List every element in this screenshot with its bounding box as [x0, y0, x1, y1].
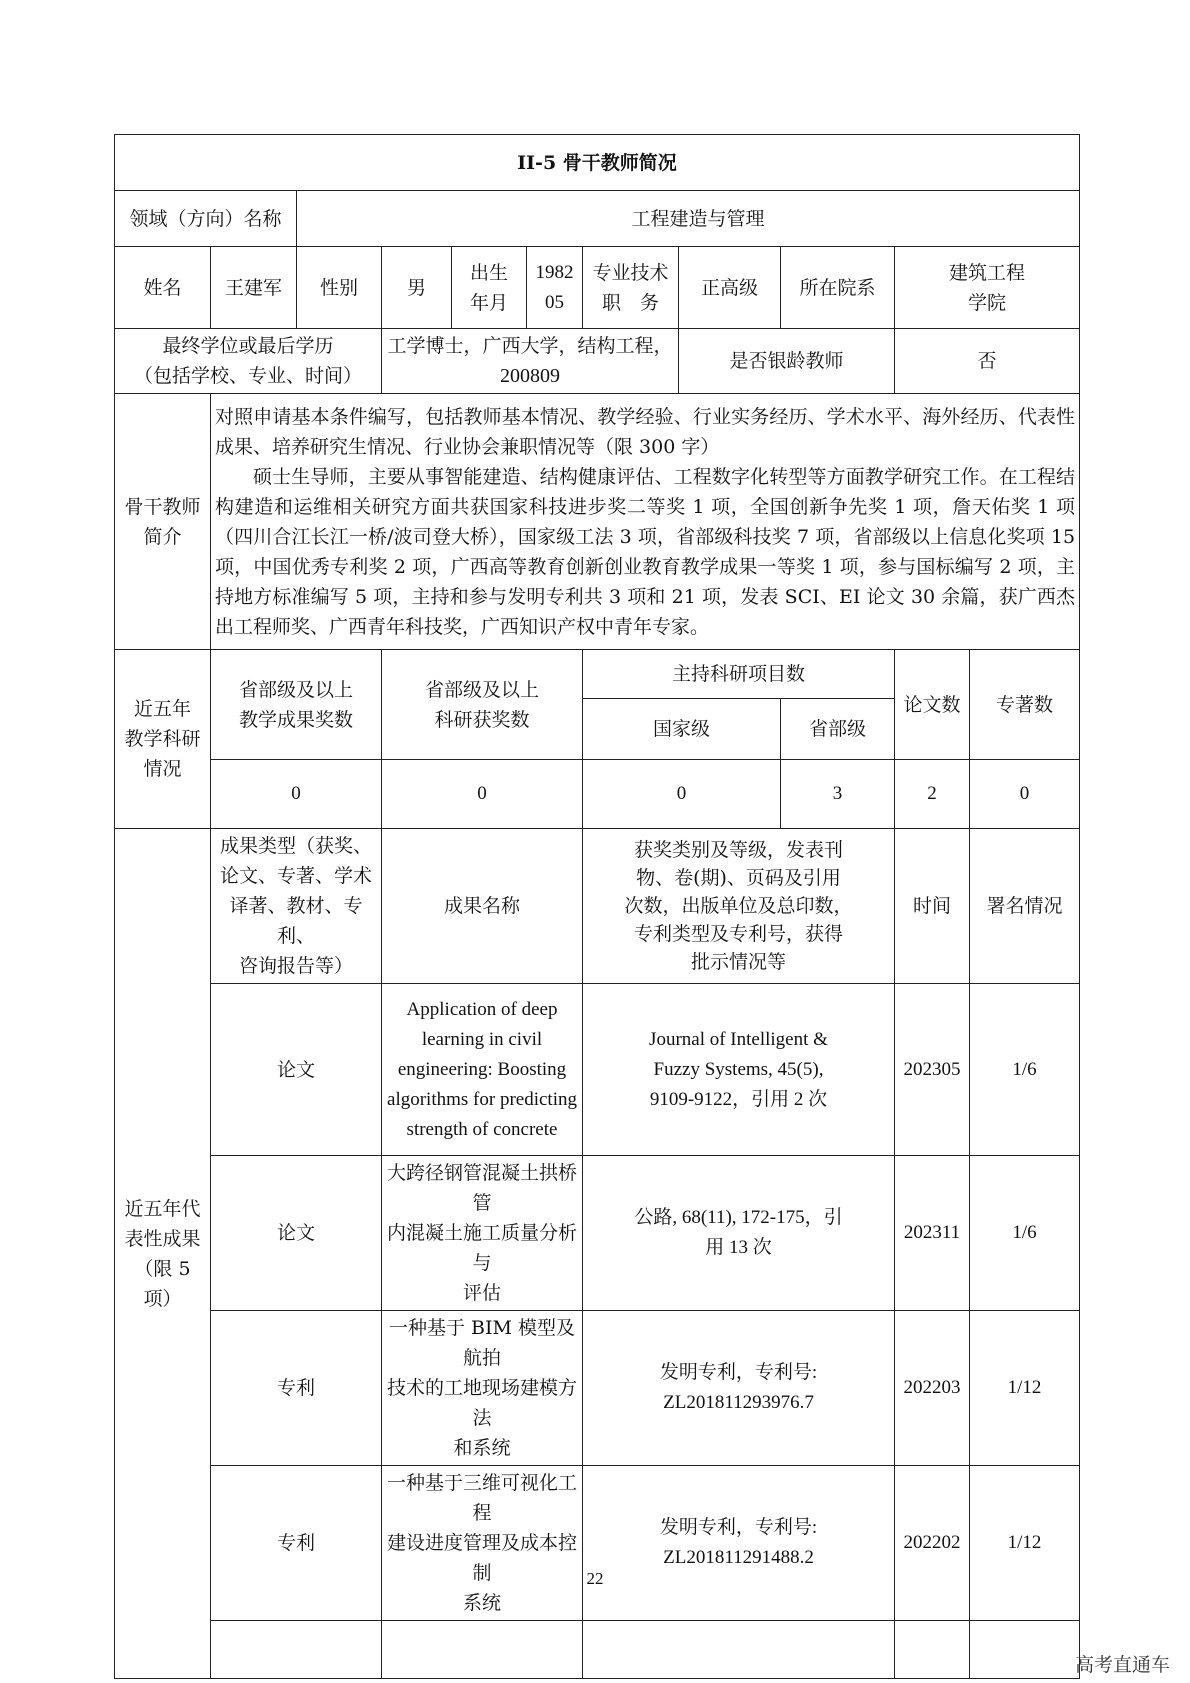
- teacher-profile-table: [114, 134, 1080, 1679]
- detail-line: Journal of Intelligent &: [649, 1028, 828, 1050]
- dept-value-line-2: 学院: [968, 291, 1007, 314]
- degree-label-line-2: （包括学校、专业、时间）: [133, 365, 362, 387]
- achievement-time-header: 时间: [895, 829, 970, 984]
- achievement-time: 202203: [895, 1311, 970, 1466]
- detail-line: 发明专利，专利号:: [659, 1517, 818, 1538]
- achievement-detail: [583, 1156, 895, 1311]
- achievement-time: 202202: [895, 1466, 970, 1621]
- research-label-line-2: 教学科研: [124, 728, 201, 750]
- provincial-project-count: 3: [781, 760, 895, 829]
- birth-month: 05: [545, 291, 564, 313]
- degree-value-line-2: 200809: [500, 365, 560, 387]
- degree-row: [115, 329, 1080, 394]
- detail-header-line-2: 物、卷(期)、页码及引用: [636, 867, 841, 889]
- empty-cell: [583, 1621, 895, 1679]
- teaching-award-count: 0: [211, 760, 382, 829]
- field-value: 工程建造与管理: [297, 191, 1080, 247]
- research-award-header-line-2: 科研获奖数: [434, 708, 530, 731]
- senior-teacher-label: 是否银龄教师: [679, 329, 895, 394]
- name-line: 技术的工地现场建模方法: [386, 1377, 577, 1429]
- achievement-type: 论文: [211, 1156, 382, 1311]
- achievement-row: [115, 984, 1080, 1156]
- empty-cell: [382, 1621, 583, 1679]
- gender-value: 男: [382, 247, 452, 329]
- achievement-name: [382, 1466, 583, 1621]
- senior-teacher-value: 否: [895, 329, 1080, 394]
- teaching-award-header-line-1: 省部级及以上: [238, 678, 353, 701]
- achievements-label-line-2: 表性成果: [124, 1227, 201, 1250]
- name-line: 内混凝土施工质量分析与: [386, 1222, 577, 1274]
- achievement-detail: [583, 1466, 895, 1621]
- teaching-award-header: [211, 650, 382, 760]
- name-line: 评估: [462, 1282, 501, 1304]
- type-header-line-2: 论文、专著、学术: [219, 865, 372, 887]
- research-label: [115, 650, 211, 829]
- achievement-name: [382, 1311, 583, 1466]
- type-header-line-4: 咨询报告等）: [238, 955, 353, 977]
- section-title: II-5 骨干教师简况: [115, 135, 1080, 191]
- achievement-time: 202305: [895, 984, 970, 1156]
- birth-label-line-2: 年月: [469, 291, 508, 314]
- birth-label: [452, 247, 527, 329]
- papers-header: 论文数: [895, 650, 970, 760]
- provincial-header: 省部级: [781, 699, 895, 760]
- achievement-type: 专利: [211, 1311, 382, 1466]
- projects-header: 主持科研项目数: [583, 650, 895, 699]
- research-award-header: [382, 650, 583, 760]
- detail-line: 发明专利，专利号:: [659, 1362, 818, 1383]
- research-values-row: [115, 760, 1080, 829]
- achievement-type-header: [211, 829, 382, 984]
- achievement-row: [115, 1156, 1080, 1311]
- achievement-row: [115, 1311, 1080, 1466]
- detail-header-line-3: 次数，出版单位及总印数，: [624, 895, 853, 917]
- name-line: 建设进度管理及成本控制: [386, 1532, 577, 1584]
- birth-label-line-1: 出生: [469, 261, 508, 284]
- type-header-line-1: 成果类型（获奖、: [219, 835, 372, 857]
- achievement-name-header: 成果名称: [382, 829, 583, 984]
- dept-label: 所在院系: [781, 247, 895, 329]
- paper-count: 2: [895, 760, 970, 829]
- degree-label: [115, 329, 382, 394]
- teacher-profile-sheet: [114, 134, 1080, 1679]
- intro-label: [115, 394, 211, 650]
- detail-line: Fuzzy Systems, 45(5),: [653, 1058, 824, 1080]
- dept-value: [895, 247, 1080, 329]
- intro-row: [115, 394, 1080, 650]
- degree-label-line-1: 最终学位或最后学历: [162, 335, 334, 357]
- achievements-label-line-3: （限 5 项）: [134, 1257, 191, 1310]
- achievement-detail-header: [583, 829, 895, 984]
- achievement-type: 论文: [211, 984, 382, 1156]
- detail-header-line-1: 获奖类别及等级，发表刊: [633, 839, 843, 861]
- empty-cell: [895, 1621, 970, 1679]
- achievement-sign: 1/12: [970, 1311, 1080, 1466]
- achievement-name: [382, 1156, 583, 1311]
- detail-line: ZL201811291488.2: [663, 1547, 814, 1568]
- degree-value: [382, 329, 679, 394]
- section-title-row: [115, 135, 1080, 191]
- intro-content: [211, 394, 1080, 650]
- type-header-line-3: 译著、教材、专利、: [229, 895, 363, 947]
- teaching-award-header-line-2: 教学成果奖数: [238, 708, 353, 731]
- detail-line: 用 13 次: [705, 1237, 772, 1258]
- achievements-label: [115, 829, 211, 1679]
- achievements-label-line-1: 近五年代: [124, 1197, 201, 1220]
- detail-header-line-5: 批示情况等: [690, 951, 786, 973]
- achievement-detail: [583, 1311, 895, 1466]
- name-line: strength of concrete: [406, 1118, 558, 1140]
- birth-year: 1982: [535, 261, 574, 283]
- book-count: 0: [970, 760, 1080, 829]
- research-header-row: [115, 650, 1080, 699]
- national-project-count: 0: [583, 760, 781, 829]
- detail-line: ZL201811293976.7: [663, 1392, 814, 1413]
- name-label: 姓名: [115, 247, 211, 329]
- achievement-sign: 1/6: [970, 984, 1080, 1156]
- achievement-name: [382, 984, 583, 1156]
- name-line: 大跨径钢管混凝土拱桥管: [386, 1162, 577, 1214]
- title-label-line-1: 专业技术: [592, 261, 669, 284]
- research-award-count: 0: [382, 760, 583, 829]
- intro-text: 硕士生导师，主要从事智能建造、结构健康评估、工程数字化转型等方面教学研究工作。在工程结构建造和运维相关研究方面共获国家科技进步奖二等奖 1 项，全国创新争先奖 1 项，詹天佑奖 1 项（四川合江长江一桥/波司登大桥），国家级工法 3 项，省部级科技奖 7 项，省部级以上信息化奖项 15 项，中国优秀专利奖 2 项，广西高等教育创新创业教育教学成果一等奖 1 项，参与国标编写 2 项，主持地方标准编写 5 项，主持和参与发明专利共 3 项和 21 项，发表 SCI、EI 论文 30 余篇，获广西杰出工程师奖、广西青年科技奖，广西知识产权中青年专家。: [215, 465, 1076, 638]
- name-line: learning in civil: [421, 1028, 543, 1050]
- name-value: 王建军: [211, 247, 297, 329]
- achievement-type: 专利: [211, 1466, 382, 1621]
- birth-value: [527, 247, 583, 329]
- research-label-line-1: 近五年: [133, 698, 191, 720]
- achievement-row-empty: [115, 1621, 1080, 1679]
- degree-value-line-1: 工学博士，广西大学，结构工程，: [387, 335, 673, 357]
- dept-value-line-1: 建筑工程: [949, 261, 1026, 284]
- watermark-text: 高考直通车: [1074, 1654, 1170, 1676]
- page-number: 22: [586, 1569, 604, 1588]
- name-line: 一种基于 BIM 模型及航拍: [388, 1317, 575, 1369]
- intro-label-line-1: 骨干教师: [124, 495, 201, 518]
- national-header: 国家级: [583, 699, 781, 760]
- name-line: algorithms for predicting: [387, 1088, 577, 1110]
- title-label: [583, 247, 679, 329]
- title-value: 正高级: [679, 247, 781, 329]
- name-line: Application of deep: [406, 998, 558, 1020]
- name-line: 系统: [462, 1592, 501, 1614]
- intro-label-line-2: 简介: [143, 525, 182, 548]
- detail-line: 公路, 68(11), 172-175，引: [634, 1207, 843, 1228]
- books-header: 专著数: [970, 650, 1080, 760]
- intro-instruction: 对照申请基本条件编写，包括教师基本情况、教学经验、行业实务经历、学术水平、海外经历、代表性成果、培养研究生情况、行业协会兼职情况等（限 300 字）: [215, 405, 1076, 458]
- achievement-sign: 1/6: [970, 1156, 1080, 1311]
- detail-header-line-4: 专利类型及专利号，获得: [633, 923, 843, 945]
- achievement-sign: 1/12: [970, 1466, 1080, 1621]
- name-line: 和系统: [453, 1437, 511, 1459]
- basic-info-row: [115, 247, 1080, 329]
- research-label-line-3: 情况: [143, 758, 182, 780]
- field-row: [115, 191, 1080, 247]
- gender-label: 性别: [297, 247, 382, 329]
- research-award-header-line-1: 省部级及以上: [424, 678, 539, 701]
- name-line: engineering: Boosting: [397, 1058, 567, 1080]
- field-label: 领域（方向）名称: [115, 191, 297, 247]
- achievement-time: 202311: [895, 1156, 970, 1311]
- empty-cell: [211, 1621, 382, 1679]
- achievement-detail: [583, 984, 895, 1156]
- name-line: 一种基于三维可视化工程: [386, 1472, 577, 1524]
- detail-line: 9109-9122，引用 2 次: [649, 1088, 828, 1110]
- achievement-sign-header: 署名情况: [970, 829, 1080, 984]
- title-label-line-2: 职 务: [601, 291, 659, 314]
- empty-cell: [970, 1621, 1080, 1679]
- achievements-header-row: [115, 829, 1080, 984]
- achievement-row: [115, 1466, 1080, 1621]
